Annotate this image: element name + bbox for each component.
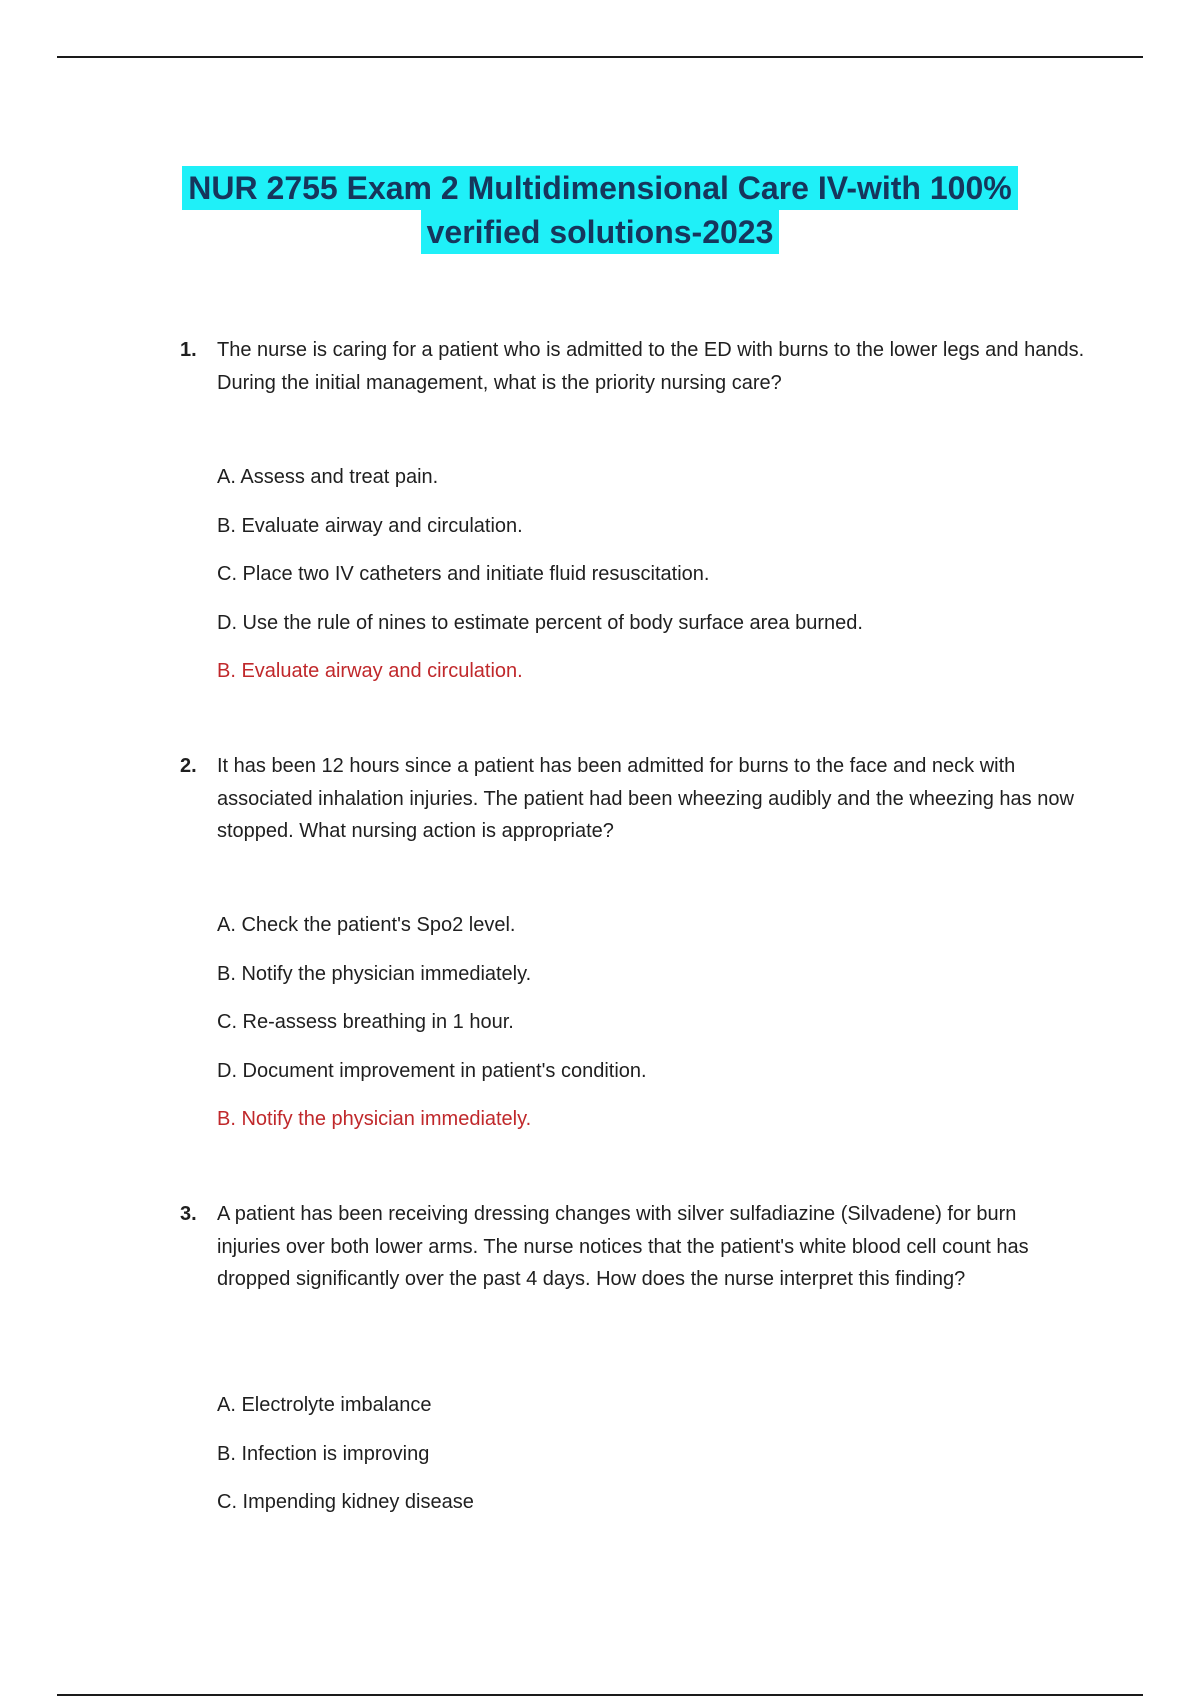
question-text: It has been 12 hours since a patient has been admitted for burns to the face and neck with associated inhalation injuries. The patient had been wheezing audibly and the wheezing has now stopped. What nursing action is appropriate? (217, 755, 1074, 842)
title-line-1: NUR 2755 Exam 2 Multidimensional Care IV-with 100% (182, 166, 1017, 210)
footer-rule (57, 1694, 1143, 1696)
option-a: A. Electrolyte imbalance (217, 1394, 432, 1416)
question-text: A patient has been receiving dressing changes with silver sulfadiazine (Silvadene) for burn injuries over both lower arms. The nurse notices that the patient's white blood cell count has dropped significantly over the past 4 days. How does the nurse interpret this finding? (217, 1203, 1029, 1290)
options-list-3 (217, 1393, 474, 1539)
question-3 (180, 1198, 1085, 1296)
option-c: C. Place two IV catheters and initiate fluid resuscitation. (217, 563, 710, 585)
option-b: B. Evaluate airway and circulation. (217, 514, 523, 537)
document-title (0, 166, 1200, 254)
title-line-2: verified solutions-2023 (421, 210, 780, 254)
options-list-2 (217, 913, 647, 1156)
question-text: The nurse is caring for a patient who is admitted to the ED with burns to the lower legs and hands. During the initial management, what is the priority nursing care? (217, 339, 1085, 394)
option-c: C. Impending kidney disease (217, 1491, 474, 1513)
option-c: C. Re-assess breathing in 1 hour. (217, 1011, 514, 1033)
option-a: A. Assess and treat pain. (217, 466, 439, 488)
option-b: B. Infection is improving (217, 1442, 430, 1465)
header-rule (57, 56, 1143, 58)
answer-key: B. Notify the physician immediately. (217, 1108, 532, 1130)
question-number: 1. (180, 339, 197, 361)
question-number: 3. (180, 1203, 197, 1225)
option-d: D. Document improvement in patient's condition. (217, 1059, 647, 1082)
question-1 (180, 334, 1085, 399)
option-d: D. Use the rule of nines to estimate percent of body surface area burned. (217, 611, 863, 634)
question-number: 2. (180, 755, 197, 777)
options-list-1 (217, 465, 863, 708)
option-b: B. Notify the physician immediately. (217, 962, 532, 985)
answer-key: B. Evaluate airway and circulation. (217, 660, 523, 682)
question-2 (180, 750, 1085, 848)
option-a: A. Check the patient's Spo2 level. (217, 914, 516, 936)
